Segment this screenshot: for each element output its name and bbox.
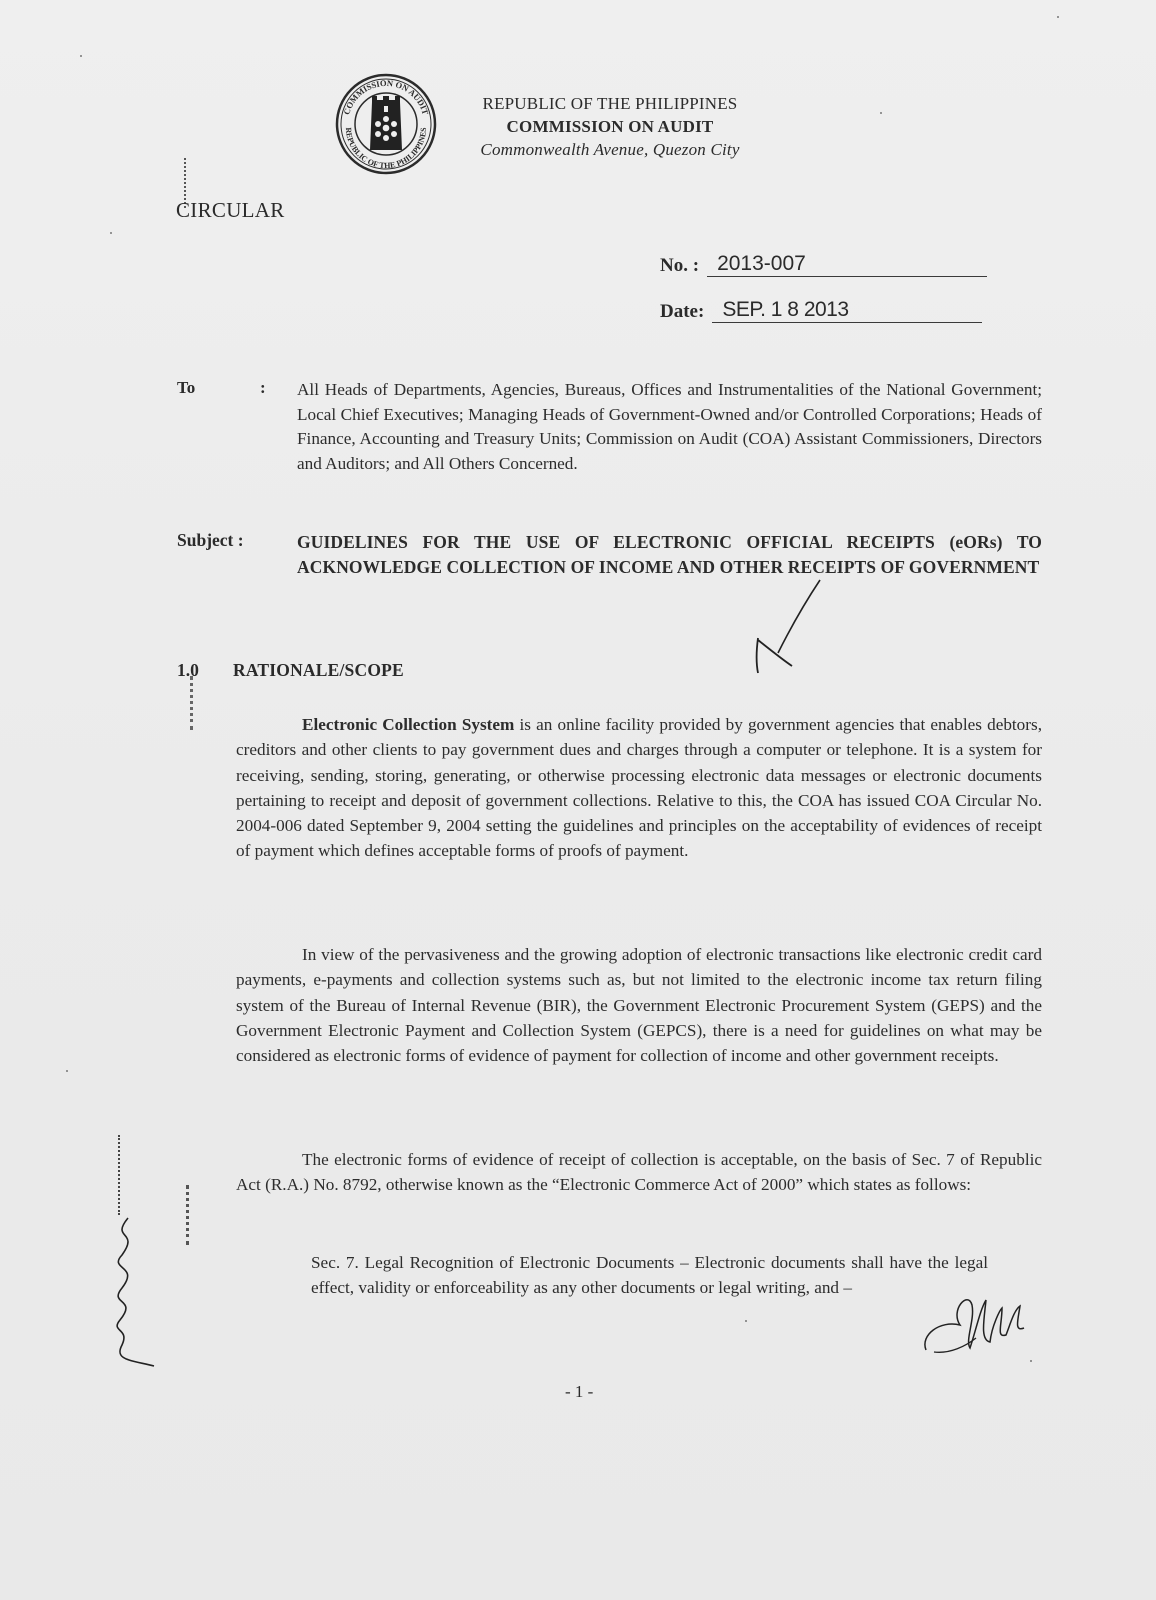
paragraph-3 [236, 1147, 1042, 1198]
handwritten-initial-mark [748, 578, 828, 678]
subject-label: Subject : [177, 530, 244, 550]
paragraph-1-term: Electronic Collection System [302, 715, 515, 734]
letterhead-country: REPUBLIC OF THE PHILIPPINES [482, 94, 738, 113]
letterhead-address: Commonwealth Avenue, Quezon City [480, 140, 740, 159]
addressee-text: All Heads of Departments, Agencies, Bureaus, Offices and Instrumentalities of the National Government; Local Chief Executives; Managing Heads of Government-Owned and/or Controlled Corporations; Heads of Finance, Accounting and Treasury Units; Commission on Audit (COA) Assistant Commissioners, Directors and Auditors; and All Others Concerned. [297, 380, 1042, 473]
paragraph-2 [236, 942, 1042, 1068]
subject-text: GUIDELINES FOR THE USE OF ELECTRONIC OFFICIAL RECEIPTS (eORs) TO ACKNOWLEDGE COLLECTION OF INCOME AND OTHER RECEIPTS OF GOVERNMENT [297, 532, 1042, 577]
section-title: RATIONALE/SCOPE [233, 660, 404, 680]
addressee-colon: : [260, 378, 266, 397]
scan-speck [880, 112, 882, 114]
addressee-label: To [177, 378, 196, 397]
circular-date-row [660, 298, 982, 323]
document-type: CIRCULAR [176, 198, 285, 222]
scan-mark [118, 1135, 122, 1215]
letterhead [440, 92, 780, 161]
handwritten-margin-signature [100, 1210, 160, 1370]
commission-on-audit-seal-icon [334, 72, 438, 176]
scan-mark [186, 1185, 193, 1245]
letterhead-agency: COMMISSION ON AUDIT [506, 117, 714, 136]
scan-speck [80, 55, 82, 57]
scan-speck [1057, 16, 1059, 18]
paragraph-3-body: The electronic forms of evidence of receipt of collection is acceptable, on the basis of Sec. 7 of Republic Act (R.A.) No. 8792, otherwise known as the “Electronic Commerce Act of 2000” which states as follows: [236, 1150, 1042, 1195]
scan-speck [745, 1320, 747, 1322]
page-number: - 1 - [565, 1382, 594, 1401]
handwritten-signature [920, 1280, 1030, 1360]
section-number: 1.0 [177, 660, 199, 680]
scan-mark [190, 676, 196, 730]
paragraph-2-body: In view of the pervasiveness and the growing adoption of electronic transactions like electronic credit card payments, e-payments and collection systems such as, but not limited to the electronic income tax return filing system of the Bureau of Internal Revenue (BIR), the Government Electronic Procurement System (GEPS) and the Government Electronic Payment and Collection System (GEPCS), there is a need for guidelines on what may be considered as electronic forms of evidence of payment for collection of income and other government receipts. [236, 945, 1042, 1066]
paragraph-1-body: is an online facility provided by government agencies that enables debtors, creditors and other clients to pay government dues and charges through a computer or telephone. It is a system for receiving, sending, storing, generating, or otherwise processing electronic data messages or electronic documents pertaining to receipt and deposit of government collections. Relative to this, the COA has issued COA Circular No. 2004-006 dated September 9, 2004 setting the guidelines and principles on the acceptability of evidences of receipt of payment which defines acceptable forms of proofs of payment. [236, 715, 1042, 861]
scan-speck [66, 1070, 68, 1072]
paragraph-1 [236, 712, 1042, 864]
quoted-provision: Sec. 7. Legal Recognition of Electronic Documents – Electronic documents shall have the legal effect, validity or enforceability as any other documents or legal writing, and – [311, 1253, 988, 1298]
svg-text:COMMISSION ON AUDIT: COMMISSION ON AUDIT [341, 77, 431, 116]
scan-speck [1030, 1360, 1032, 1362]
circular-number-value: 2013-007 [707, 252, 987, 277]
circular-number-label: No. : [660, 255, 700, 276]
circular-date-value: SEP. 1 8 2013 [712, 298, 982, 323]
circular-number-row [660, 252, 987, 277]
scan-speck [110, 232, 112, 234]
svg-text:REPUBLIC OF THE PHILIPPINES: REPUBLIC OF THE PHILIPPINES [343, 127, 429, 171]
circular-date-label: Date: [660, 301, 705, 322]
